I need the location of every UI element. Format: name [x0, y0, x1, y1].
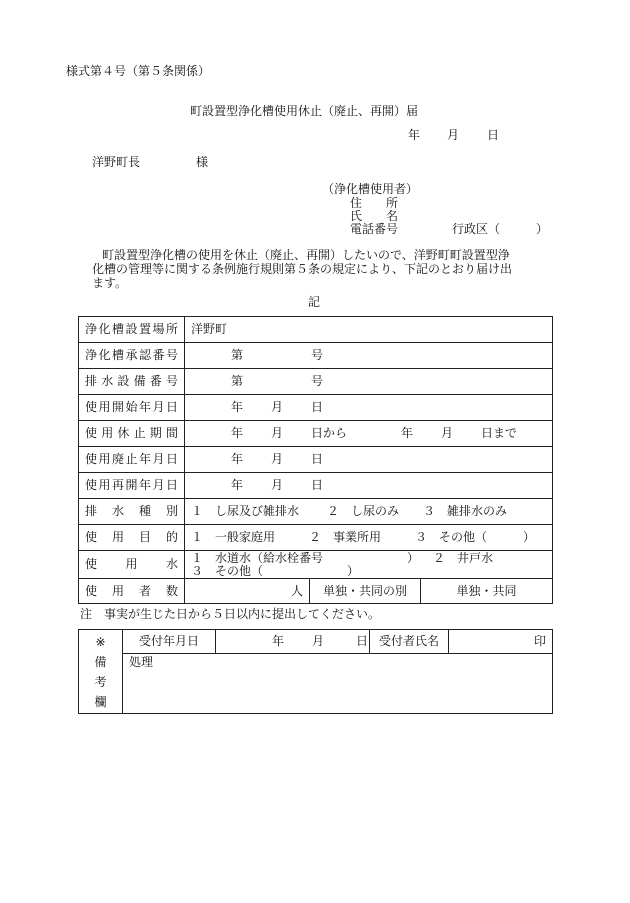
drain-go: 号: [311, 374, 324, 388]
water-value: [185, 551, 553, 579]
row-resume-date: [79, 473, 553, 499]
remarks-row-reception: [79, 630, 553, 654]
remarks-char-3: 欄: [94, 694, 107, 709]
purpose-value: [185, 525, 553, 551]
remarks-char-2: 考: [94, 674, 107, 689]
row-water: [79, 551, 553, 579]
resume-label: 使用再開年月日: [79, 473, 185, 499]
water-label: 使用水: [79, 551, 185, 579]
applicant-heading: （浄化槽使用者）: [322, 182, 419, 196]
row-abolish-date: [79, 447, 553, 473]
name-label: 氏 名: [350, 209, 399, 223]
approval-value: [185, 343, 553, 369]
drain-dai: 第: [231, 374, 244, 388]
month-char: 月: [447, 128, 460, 142]
purpose-1: １ 一般家庭用: [191, 530, 276, 544]
purpose-label: 使用目的: [79, 525, 185, 551]
district-label: 行政区（ ）: [452, 222, 549, 236]
received-date-value: [216, 630, 370, 654]
processing-label: 処理: [123, 654, 553, 714]
start-day: 日: [311, 400, 324, 414]
abolish-year: 年: [231, 452, 244, 466]
suspend-from: 日から: [311, 426, 348, 440]
start-month: 月: [271, 400, 284, 414]
suspend-label: 使用休止期間: [79, 421, 185, 447]
remarks-char-1: 備: [94, 654, 107, 669]
drain-number-value: [185, 369, 553, 395]
addressee-honorific: 様: [196, 155, 209, 169]
row-drain-type: [79, 499, 553, 525]
row-drain-number: [79, 369, 553, 395]
drain-type-2: ２ し尿のみ: [327, 504, 400, 518]
address-label: 住 所: [350, 196, 399, 210]
abolish-value: [185, 447, 553, 473]
single-shared-value: 単独・共同: [456, 583, 517, 598]
start-year: 年: [231, 400, 244, 414]
approval-label: 浄化槽承認番号: [79, 343, 185, 369]
submission-note: 注 事実が生じた日から５日以内に提出してください。: [80, 607, 381, 621]
resume-month: 月: [271, 478, 284, 492]
water-3: ３ その他（ ）: [191, 563, 360, 578]
users-value: [185, 579, 553, 604]
row-start-date: [79, 395, 553, 421]
row-users: [79, 579, 553, 604]
phone-label: 電話番号: [350, 222, 399, 236]
year-char: 年: [408, 128, 421, 142]
resume-value: [185, 473, 553, 499]
received-date-label: 受付年月日: [123, 630, 216, 654]
resume-day: 日: [311, 478, 324, 492]
suspend-to-month: 月: [441, 426, 454, 440]
location-value: 洋野町: [185, 317, 553, 343]
suspend-to: 日まで: [481, 426, 518, 440]
body-line-1: 町設置型浄化槽の使用を休止（廃止、再開）したいので、洋野町町設置型浄: [102, 248, 510, 262]
ki-heading: 記: [308, 295, 321, 309]
document-title: 町設置型浄化槽使用休止（廃止、再開）届: [190, 104, 419, 118]
start-date-label: 使用開始年月日: [79, 395, 185, 421]
water-1: １ 水道水（給水栓番号 ）: [191, 550, 420, 565]
approval-dai: 第: [231, 348, 244, 362]
remarks-vertical-label: [79, 630, 123, 714]
suspend-to-year: 年: [401, 426, 414, 440]
seal-mark: 印: [449, 630, 553, 654]
single-shared-label: 単独・共同の別: [309, 579, 421, 603]
drain-type-label: 排水種別: [79, 499, 185, 525]
start-date-value: [185, 395, 553, 421]
body-line-3: ます。: [92, 276, 128, 290]
drain-type-value: [185, 499, 553, 525]
suspend-from-year: 年: [231, 426, 244, 440]
received-day: 日: [356, 634, 369, 648]
row-purpose: [79, 525, 553, 551]
row-approval: [79, 343, 553, 369]
row-location: [79, 317, 553, 343]
form-number: 様式第４号（第５条関係）: [66, 64, 211, 78]
addressee-name: 洋野町長: [92, 155, 141, 169]
suspend-from-month: 月: [271, 426, 284, 440]
drain-type-1: １ し尿及び雑排水: [191, 504, 300, 518]
purpose-3: ３ その他（ ）: [415, 530, 536, 544]
location-label: 浄化槽設置場所: [79, 317, 185, 343]
remarks-row-processing: [79, 654, 553, 714]
remarks-table: [78, 629, 553, 714]
body-line-2: 化槽の管理等に関する条例施行規則第５条の規定により、下記のとおり届け出: [92, 262, 513, 276]
abolish-label: 使用廃止年月日: [79, 447, 185, 473]
resume-year: 年: [231, 478, 244, 492]
remarks-mark: ※: [95, 634, 106, 649]
suspend-value: [185, 421, 553, 447]
users-label: 使用者数: [79, 579, 185, 604]
approval-go: 号: [311, 348, 324, 362]
users-unit: 人: [290, 583, 303, 598]
day-char: 日: [487, 128, 500, 142]
receiver-label: 受付者氏名: [370, 630, 449, 654]
drain-type-3: ３ 雑排水のみ: [423, 504, 508, 518]
water-2: ２ 井戸水: [433, 550, 494, 565]
details-table: [78, 316, 553, 604]
drain-number-label: 排水設備番号: [79, 369, 185, 395]
row-suspend-period: [79, 421, 553, 447]
received-year: 年: [272, 634, 285, 648]
abolish-month: 月: [271, 452, 284, 466]
abolish-day: 日: [311, 452, 324, 466]
received-month: 月: [312, 634, 325, 648]
purpose-2: ２ 事業所用: [309, 530, 382, 544]
